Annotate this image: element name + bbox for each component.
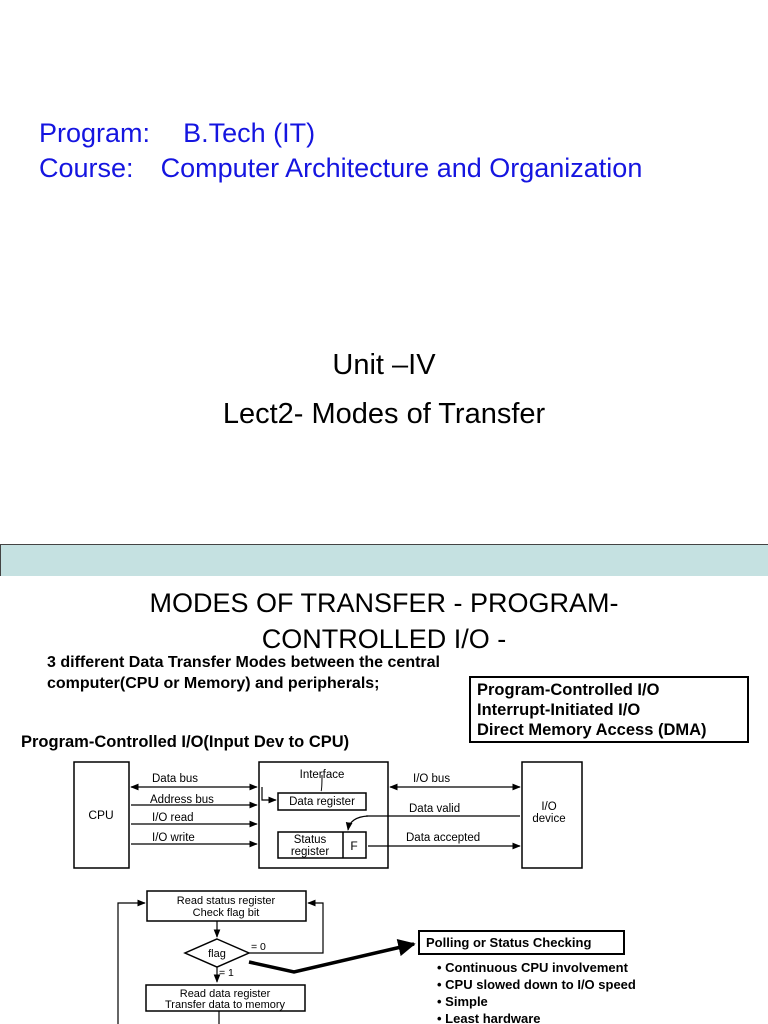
io-device-label1: I/O [541,801,557,813]
course-value: Computer Architecture and Organization [160,153,643,183]
read-status-label1: Read status register [176,895,276,907]
read-data-label1: Read data register [179,988,271,1000]
return-loop [118,903,145,1024]
program-value: B.Tech (IT) [183,118,316,148]
cpu-label: CPU [88,808,114,822]
polling-label: Polling or Status Checking [426,935,592,950]
data-register-label: Data register [289,796,355,808]
slide-title-line2: CONTROLLED I/O - [261,624,507,654]
bullet-simple: • Simple [437,994,488,1009]
decision-label: flag [208,948,226,960]
status-register-label2: register [290,846,330,858]
io-device-label2: device [532,813,566,825]
status-register-label1: Status [293,834,327,846]
read-data-label2: Transfer data to memory [164,999,286,1011]
interface-label: Interface [299,769,345,781]
subheading: Program-Controlled I/O(Input Dev to CPU) [21,733,350,751]
program-line [39,118,315,149]
slide-title-line1: MODES OF TRANSFER - PROGRAM- [149,588,619,618]
eq1-label: = 1 [219,967,234,979]
address-bus-label: Address bus [150,794,214,806]
flag-f-label: F [350,839,358,853]
mode-dma: Direct Memory Access (DMA) [477,721,707,739]
lecture-title: Lect2- Modes of Transfer [222,398,546,430]
io-diagram [0,544,768,1024]
mode-program-controlled: Program-Controlled I/O [477,681,660,699]
intro-line1: 3 different Data Transfer Modes between the central [47,654,440,671]
io-write-label: I/O write [152,832,195,844]
content-slide [0,544,768,1024]
io-bus-label: I/O bus [413,773,451,785]
bullet-least-hardware: • Least hardware [437,1011,541,1024]
eq0-label: = 0 [251,941,266,953]
course-label: Course: [39,153,134,183]
course-line [39,153,642,184]
data-bus-label: Data bus [152,773,199,785]
io-read-label: I/O read [152,812,194,824]
data-accepted-label: Data accepted [406,832,481,844]
unit-title: Unit –IV [332,349,436,381]
bullet-slowed: • CPU slowed down to I/O speed [437,977,636,992]
polling-arrow [249,944,414,972]
read-status-label2: Check flag bit [192,907,260,919]
data-valid-label: Data valid [409,803,461,815]
intro-line2: computer(CPU or Memory) and peripherals; [47,675,380,692]
bullet-continuous: • Continuous CPU involvement [437,960,628,975]
mode-interrupt-initiated: Interrupt-Initiated I/O [477,701,641,719]
program-label: Program: [39,118,151,148]
